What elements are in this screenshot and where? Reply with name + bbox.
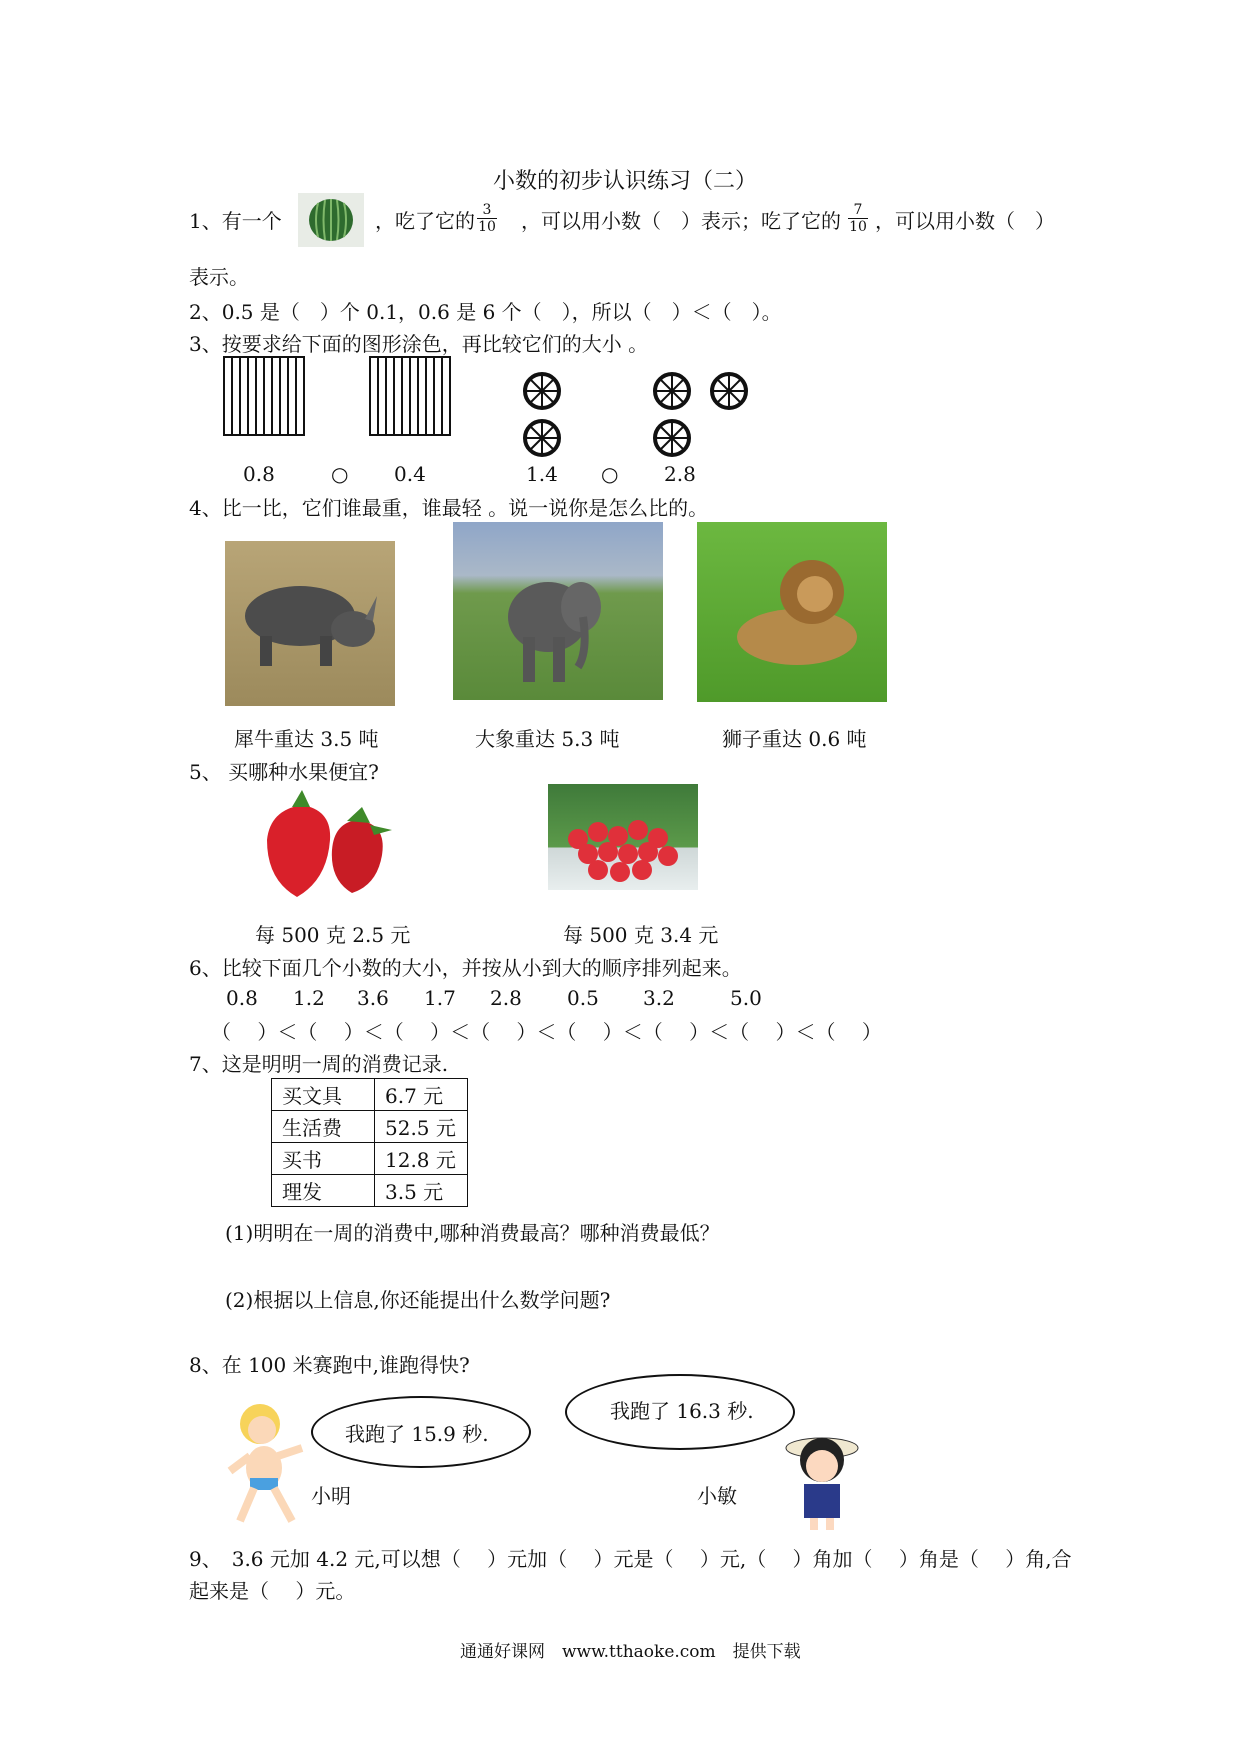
fraction-denominator: 10	[849, 219, 867, 235]
q7-subquestion-2: (2)根据以上信息,你还能提出什么数学问题?	[225, 1288, 611, 1312]
q6-number: 0.5	[567, 986, 599, 1010]
q1-text-3: ，可以用小数（ ）	[875, 209, 1055, 233]
table-cell: 6.7 元	[375, 1079, 468, 1111]
fraction-numerator: 3	[477, 202, 497, 219]
striped-rectangle-icon	[223, 356, 307, 443]
q9-line-1: 9、 3.6 元加 4.2 元,可以想（ ）元加（ ）元是（ ）元,（ ）角加（ ）角是（ ）角,合	[189, 1547, 1072, 1571]
striped-rectangle-icon	[369, 356, 453, 443]
q9-line-2: 起来是（ ）元。	[189, 1579, 356, 1603]
q6-blanks: （ ）＜（ ）＜（ ）＜（ ）＜（ ）＜（ ）＜（ ）＜（ ）	[211, 1020, 882, 1044]
boy-cartoon	[222, 1396, 312, 1526]
q7-subquestion-1: (1)明明在一周的消费中,哪种消费最高？哪种消费最低？	[225, 1221, 720, 1245]
q6-number: 3.2	[643, 986, 675, 1010]
lion-photo	[697, 522, 887, 702]
q1-prefix: 1、有一个	[189, 209, 282, 233]
page-title: 小数的初步认识练习（二）	[493, 169, 758, 194]
table-row	[272, 1143, 468, 1175]
q6-number: 0.8	[226, 986, 258, 1010]
wheel-icon	[709, 371, 749, 416]
elephant-caption: 大象重达 5.3 吨	[475, 727, 620, 751]
wheel-icon	[522, 371, 562, 416]
q6-text: 6、比较下面几个小数的大小，并按从小到大的顺序排列起来。	[189, 956, 742, 980]
cherry-photo	[548, 784, 698, 890]
q7-text: 7、这是明明一周的消费记录.	[189, 1052, 449, 1076]
elephant-photo	[453, 522, 663, 700]
q2-text: 2、0.5 是（ ）个 0.1，0.6 是 6 个（ ），所以（ ）＜（ ）。	[189, 300, 782, 324]
table-row	[272, 1111, 468, 1143]
lion-caption: 狮子重达 0.6 吨	[722, 727, 867, 751]
q6-number: 3.6	[357, 986, 389, 1010]
q3-value-a-right: 0.4	[394, 462, 426, 486]
q6-number: 2.8	[490, 986, 522, 1010]
q6-number: 1.2	[293, 986, 325, 1010]
q3-value-b-right: 2.8	[664, 462, 696, 486]
table-cell: 3.5 元	[375, 1175, 468, 1207]
wheel-icon	[652, 418, 692, 463]
wheel-icon	[522, 418, 562, 463]
q1-continuation: 表示。	[189, 265, 249, 289]
q3-compare-circle-b: ○	[601, 462, 619, 486]
cherry-caption: 每 500 克 3.4 元	[563, 923, 719, 947]
rhino-caption: 犀牛重达 3.5 吨	[234, 727, 379, 751]
bubble-text-xiaoming: 我跑了 15.9 秒.	[345, 1422, 489, 1446]
strawberry-photo	[262, 785, 414, 905]
table-cell: 买书	[272, 1143, 375, 1175]
q3-compare-circle-a: ○	[331, 462, 349, 486]
rhino-photo	[225, 541, 395, 706]
q1-text-1: ，吃了它的	[375, 209, 475, 233]
wheel-icon	[652, 371, 692, 416]
fraction-7-10	[848, 202, 868, 235]
table-row	[272, 1079, 468, 1111]
bubble-text-xiaomin: 我跑了 16.3 秒.	[610, 1399, 754, 1423]
q1-text-2: ，可以用小数（ ）表示；吃了它的	[521, 209, 841, 233]
q5-text: 5、 买哪种水果便宜?	[189, 760, 379, 784]
girl-cartoon	[780, 1428, 865, 1533]
name-xiaomin: 小敏	[697, 1484, 737, 1508]
table-cell: 生活费	[272, 1111, 375, 1143]
q3-value-b-left: 1.4	[526, 462, 558, 486]
fraction-denominator: 10	[478, 219, 496, 235]
watermelon-image	[298, 193, 364, 247]
q6-number: 5.0	[730, 986, 762, 1010]
name-xiaoming: 小明	[311, 1484, 351, 1508]
q3-text: 3、按要求给下面的图形涂色，再比较它们的大小 。	[189, 332, 649, 356]
fraction-3-10	[477, 202, 497, 235]
footer-text: 通通好课网 www.tthaoke.com 提供下载	[460, 1642, 801, 1662]
table-row	[272, 1175, 468, 1207]
table-cell: 52.5 元	[375, 1111, 468, 1143]
q4-text: 4、比一比，它们谁最重，谁最轻 。说一说你是怎么比的。	[189, 496, 709, 520]
expense-table	[271, 1078, 468, 1207]
table-cell: 理发	[272, 1175, 375, 1207]
q8-text: 8、在 100 米赛跑中,谁跑得快?	[189, 1353, 470, 1377]
table-cell: 买文具	[272, 1079, 375, 1111]
q6-number: 1.7	[424, 986, 456, 1010]
q3-value-a-left: 0.8	[243, 462, 275, 486]
strawberry-caption: 每 500 克 2.5 元	[255, 923, 411, 947]
table-cell: 12.8 元	[375, 1143, 468, 1175]
fraction-numerator: 7	[848, 202, 868, 219]
